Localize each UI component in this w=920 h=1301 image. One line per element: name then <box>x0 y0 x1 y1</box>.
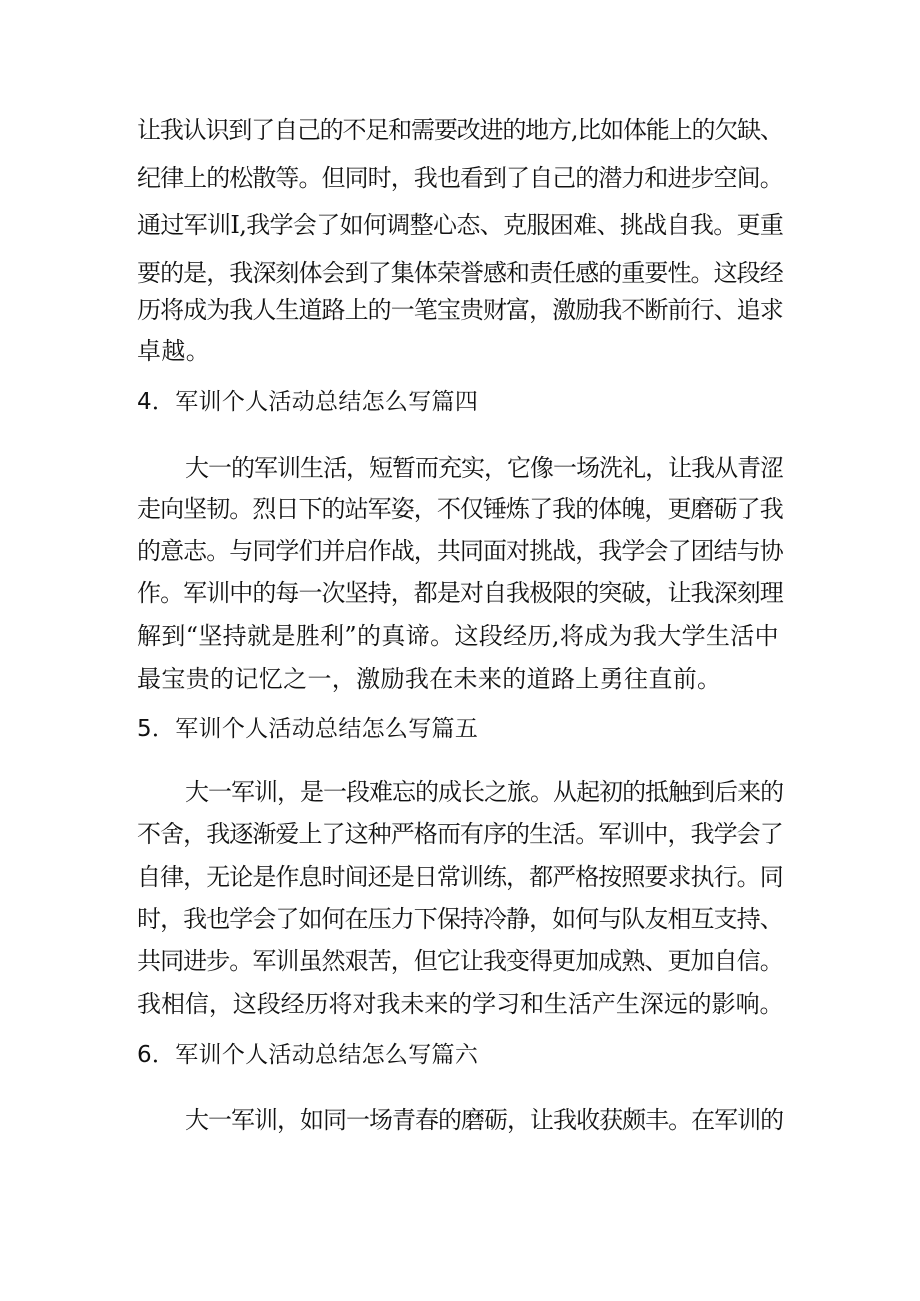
paragraph-line: 解到“坚持就是胜利”的真谛。这段经历,将成为我大学生活中 <box>137 622 779 650</box>
paragraph-line: 共同进步。军训虽然艰苦，但它让我变得更加成熟、更加自信。 <box>137 947 783 975</box>
paragraph-line: 要的是，我深刻体会到了集体荣誉感和责任感的重要性。这段经 <box>137 259 783 287</box>
paragraph-line: 走向坚韧。烈日下的站军姿，不仅锤炼了我的体魄，更磨砺了我 <box>137 495 783 523</box>
paragraph-line: 的意志。与同学们并启作战，共同面对挑战，我学会了团结与协 <box>137 537 783 565</box>
paragraph-line: 我相信，这段经历将对我未来的学习和生活产生深远的影响。 <box>137 990 784 1018</box>
paragraph-line: 自律，无论是作息时间还是日常训练，都严格按照要求执行。同 <box>137 863 783 891</box>
paragraph-line: 最宝贵的记忆之一，激励我在未来的道路上勇往直前。 <box>137 665 722 693</box>
paragraph-line: 纪律上的松散等。但同时，我也看到了自己的潜力和进步空间。 <box>137 164 783 192</box>
paragraph-line: 不舍，我逐渐爱上了这种严格而有序的生活。军训中，我学会了 <box>137 820 783 848</box>
paragraph-line: 大一军训，如同一场青春的磨砺，让我收获颇丰。在军训的 <box>185 1106 784 1134</box>
paragraph-line: 大一的军训生活，短暂而充实，它像一场洗礼，让我从青涩 <box>185 454 784 482</box>
paragraph-line: 大一军训，是一段难忘的成长之旅。从起初的抵触到后来的 <box>185 778 784 806</box>
paragraph-line: 作。军训中的每一次坚持，都是对自我极限的突破，让我深刻理 <box>137 579 783 607</box>
paragraph-line: 让我认识到了自己的不足和需要改进的地方,比如体能上的欠缺、 <box>137 116 783 144</box>
paragraph-line: 历将成为我人生道路上的一笔宝贵财富，激励我不断前行、追求 <box>137 296 783 324</box>
paragraph-line: 卓越。 <box>137 337 211 365</box>
section-heading: 4．军训个人活动总结怎么写篇四 <box>137 389 479 415</box>
section-heading: 6．军训个人活动总结怎么写篇六 <box>137 1042 479 1068</box>
paragraph-line: 通过军训I,我学会了如何调整心态、克服困难、挑战自我。更重 <box>137 211 784 239</box>
paragraph-line: 时，我也学会了如何在压力下保持冷静，如何与队友相互支持、 <box>137 905 783 933</box>
section-heading: 5．军训个人活动总结怎么写篇五 <box>137 716 479 742</box>
